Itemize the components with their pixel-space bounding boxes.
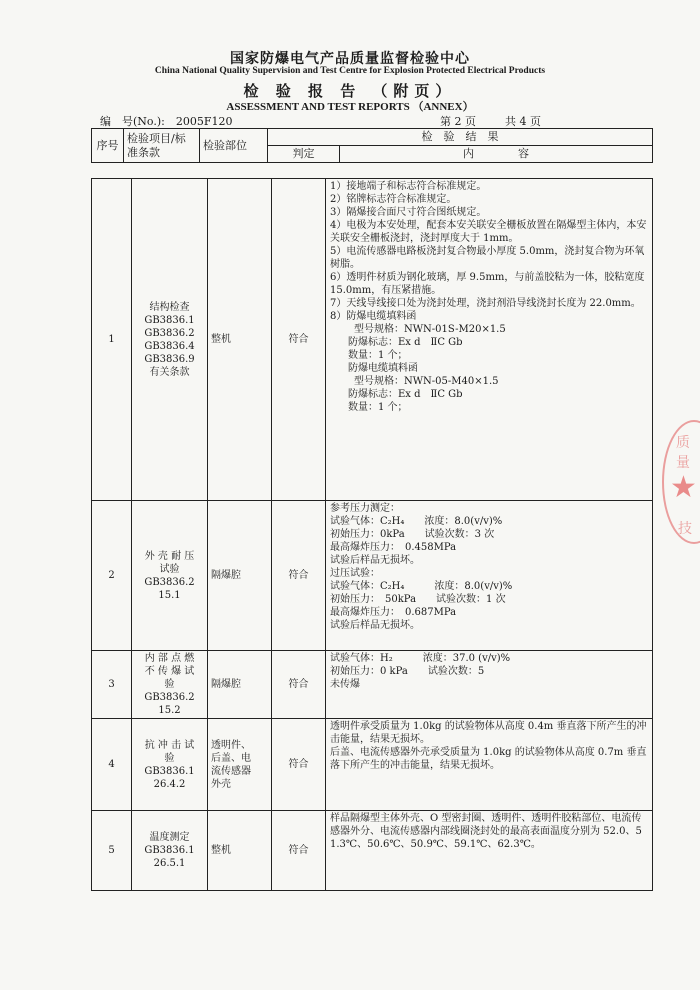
part-line: 外壳 — [211, 778, 231, 790]
item-line: GB3836.9 — [144, 353, 195, 365]
row-item — [132, 719, 208, 811]
content-line: 试验后样品无损坏。 — [330, 620, 420, 631]
row-item — [132, 651, 208, 719]
page-total: 共 4 页 — [505, 115, 541, 128]
item-line: 内 部 点 燃 — [144, 653, 195, 664]
row-part: 整机 — [208, 179, 272, 501]
row-verdict: 符合 — [272, 501, 326, 651]
item-line: 验 — [164, 679, 175, 690]
item-line: 26.5.1 — [153, 858, 186, 869]
row-verdict: 符合 — [272, 651, 326, 719]
row-part: 隔爆腔 — [208, 501, 272, 651]
row-item — [132, 811, 208, 891]
item-line: 温度测定 — [149, 832, 190, 843]
item-line: 26.4.2 — [153, 778, 186, 790]
part-line: 后盖、电 — [211, 752, 251, 764]
row-content — [326, 811, 653, 891]
row-part: 整机 — [208, 811, 272, 891]
row-seq: 5 — [92, 811, 132, 891]
content-line: 初始压力：0 kPa 试验次数：5 — [330, 666, 485, 677]
row-item — [132, 501, 208, 651]
part-line: 透明件、 — [211, 739, 251, 751]
row-verdict: 符合 — [272, 179, 326, 501]
item-line: GB3836.2 — [144, 692, 195, 703]
content-line: 型号规格：NWN-01S-M20×1.5 — [354, 324, 506, 335]
content-line: 数量：1 个； — [348, 402, 408, 413]
table-row — [92, 501, 653, 651]
content-line: 防爆标志：Ex d ⅡC Gb — [348, 389, 463, 400]
row-part — [208, 719, 272, 811]
item-line: GB3836.4 — [144, 340, 195, 352]
report-number: 编 号(No.): 2005F120 — [100, 115, 233, 128]
content-line: 3）隔爆接合面尺寸符合图纸规定。 — [330, 207, 487, 218]
item-line: GB3836.1 — [144, 765, 195, 777]
row-content — [326, 719, 653, 811]
content-line: 最高爆炸压力： 0.687MPa — [330, 607, 457, 618]
row-verdict: 符合 — [272, 811, 326, 891]
content-line: 6）透明件材质为钢化玻璃，厚 9.5mm，与前盖胶粘为一体，胶粘宽度 15.0mm，有压紧措施。 — [330, 272, 645, 296]
item-line: GB3836.2 — [144, 327, 195, 339]
row-seq: 1 — [92, 179, 132, 501]
content-line: 最高爆炸压力： 0.458MPa — [330, 542, 457, 553]
content-line: 4）电极为本安处理，配套本安关联安全栅板放置在隔爆型主体内，本安关联安全栅板浇封，浇封厚度大于 1mm。 — [330, 220, 647, 244]
stamp-star-icon: ★ — [670, 470, 697, 505]
item-line: GB3836.2 — [144, 576, 195, 588]
table-row — [92, 179, 653, 501]
item-line: GB3836.1 — [144, 314, 195, 326]
org-name-cn: 国家防爆电气产品质量监督检验中心 — [230, 51, 470, 67]
column-header-table — [91, 128, 653, 163]
content-line: 数量：1 个； — [348, 350, 408, 361]
row-seq: 3 — [92, 651, 132, 719]
table-row — [92, 811, 653, 891]
content-line: 初始压力：0kPa 试验次数：3 次 — [330, 529, 495, 540]
stamp-text-top: 质量 — [676, 435, 690, 471]
row-item — [132, 179, 208, 501]
page-number: 第 2 页 — [440, 115, 476, 128]
content-line: 试验气体：C₂H₄ 浓度：8.0(v/v)% — [330, 516, 503, 527]
content-line: 2）铭牌标志符合标准规定。 — [330, 194, 457, 205]
item-line: 结构检查 — [149, 301, 190, 313]
content-line: 试验气体：C₂H₄ 浓度：8.0(v/v)% — [330, 581, 513, 592]
col-item: 检验项目/标准条款 — [124, 129, 200, 163]
report-title-cn: 检 验 报 告 （附页） — [243, 82, 457, 100]
item-line: GB3836.1 — [144, 845, 195, 856]
col-verdict: 判定 — [268, 146, 340, 163]
col-part: 检验部位 — [200, 129, 268, 163]
content-line: 防爆电缆填料函 — [348, 363, 418, 374]
content-line: 过压试验： — [330, 568, 380, 579]
content-line: 透明件承受质量为 1.0kg 的试验物体从高度 0.4m 垂直落下所产生的冲击能量，结果无损坏。 — [330, 721, 647, 745]
content-line: 试验气体：H₂ 浓度：37.0 (v/v)% — [330, 653, 511, 664]
content-line: 初始压力： 50kPa 试验次数：1 次 — [330, 594, 506, 605]
item-line: 外 壳 耐 压 — [144, 550, 195, 562]
row-content — [326, 651, 653, 719]
content-line: 7）天线导线接口处为浇封处理，浇封剂沿导线浇封长度为 22.0mm。 — [330, 298, 641, 309]
content-line: 防爆标志：Ex d ⅡC Gb — [348, 337, 463, 348]
stamp-text-bottom: 技 — [678, 521, 692, 537]
table-row — [92, 651, 653, 719]
table-row — [92, 719, 653, 811]
item-line: 试验 — [159, 563, 180, 575]
item-line: 有关条款 — [149, 366, 190, 378]
part-line: 流传感器 — [211, 765, 251, 777]
org-name-en: China National Quality Supervision and Test Centre for Explosion Protected Electrical Products — [154, 66, 546, 76]
item-line: 不 传 爆 试 — [144, 666, 195, 677]
results-table — [91, 178, 653, 891]
item-line: 15.1 — [158, 589, 181, 601]
item-line: 抗 冲 击 试 — [144, 739, 195, 751]
content-line: 1）接地端子和标志符合标准规定。 — [330, 181, 487, 192]
row-verdict: 符合 — [272, 719, 326, 811]
row-part: 隔爆腔 — [208, 651, 272, 719]
content-line: 未传爆 — [330, 679, 360, 690]
content-line: 型号规格：NWN-05-M40×1.5 — [354, 376, 499, 387]
content-line: 8）防爆电缆填料函 — [330, 311, 417, 322]
item-line: 15.2 — [158, 705, 181, 716]
col-result: 检 验 结 果 — [268, 129, 653, 146]
content-line: 试验后样品无损坏。 — [330, 555, 420, 566]
row-seq: 2 — [92, 501, 132, 651]
content-line: 样品隔爆型主体外壳、O 型密封圈、透明件、透明件胶粘部位、电流传感器外分、电流传感器内部线圈浇封处的最高表面温度分别为 52.0、51.3℃、50.6℃、50.9℃、59.1℃、62.3℃。 — [330, 813, 642, 850]
content-line: 5）电流传感器电路板浇封复合物最小厚度 5.0mm，浇封复合物为环氧树脂。 — [330, 246, 645, 270]
row-seq: 4 — [92, 719, 132, 811]
col-seq: 序号 — [92, 129, 124, 163]
report-title-en: ASSESSMENT AND TEST REPORTS （ANNEX） — [226, 101, 474, 113]
row-content — [326, 501, 653, 651]
col-content: 内 容 — [340, 146, 653, 163]
content-line: 后盖、电流传感器外壳承受质量为 1.0kg 的试验物体从高度 0.7m 垂直落下所产生的冲击能量，结果无损坏。 — [330, 747, 647, 771]
row-content — [326, 179, 653, 501]
item-line: 验 — [164, 752, 175, 764]
content-line: 参考压力测定： — [330, 503, 400, 514]
